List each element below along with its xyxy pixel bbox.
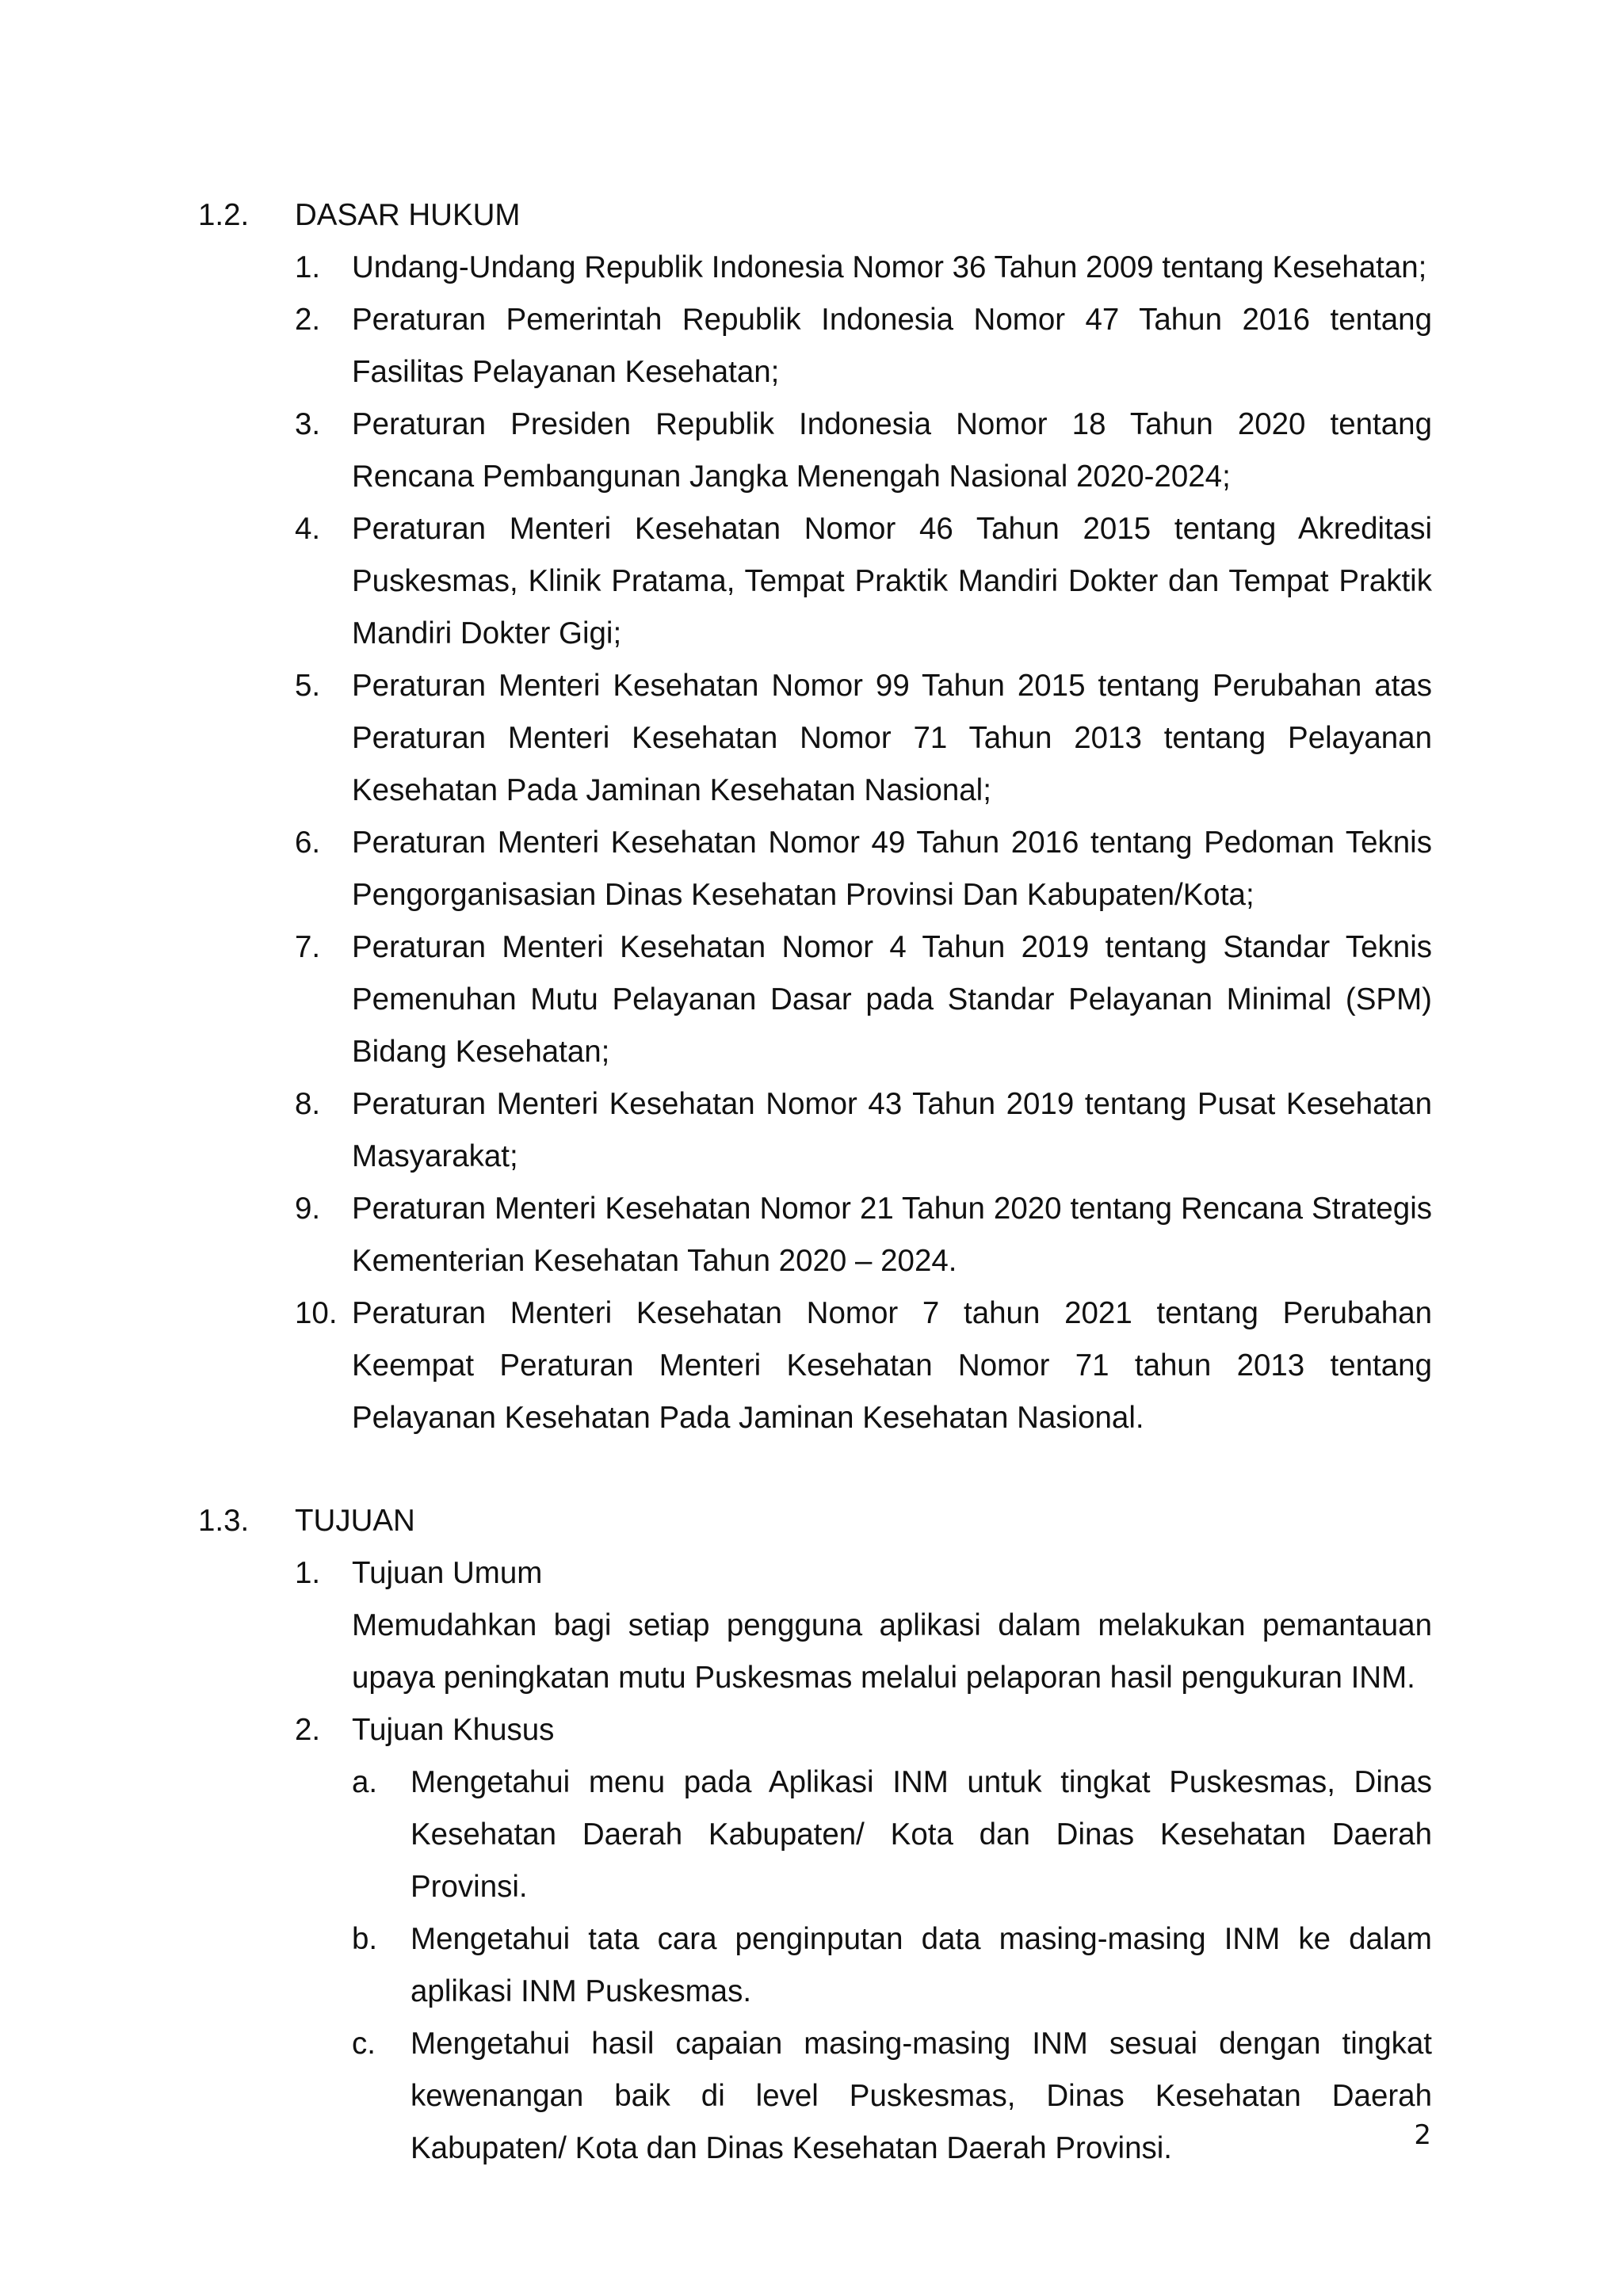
list-item-text: Peraturan Menteri Kesehatan Nomor 7 tahun 2021 tentang Perubahan Keempat Peraturan Menteri Kesehatan Nomor 71 tahun 2013 tentang Pelayanan Kesehatan Pada Jaminan Kesehatan Nasional. xyxy=(352,1296,1432,1435)
list-item xyxy=(295,1183,1432,1287)
list-item-text: Peraturan Menteri Kesehatan Nomor 99 Tahun 2015 tentang Perubahan atas Peraturan Menteri Kesehatan Nomor 71 Tahun 2013 tentang Pelayanan Kesehatan Pada Jaminan Kesehatan Nasional; xyxy=(352,669,1432,807)
list-item-number: 1. xyxy=(295,250,321,284)
list-item-number: 10. xyxy=(295,1296,338,1330)
section-title: TUJUAN xyxy=(295,1504,415,1538)
specific-objectives-sublist xyxy=(352,1756,1432,2175)
sublist-item-text: Mengetahui hasil capaian masing-masing INM sesuai dengan tingkat kewenangan baik di level Puskesmas, Dinas Kesehatan Daerah Kabupaten/ Kota dan Dinas Kesehatan Daerah Provinsi. xyxy=(411,2027,1432,2165)
sublist-item-letter: a. xyxy=(352,1765,378,1799)
list-item xyxy=(295,1287,1432,1444)
list-item xyxy=(295,242,1432,294)
list-item xyxy=(295,1078,1432,1183)
list-item-text: Peraturan Menteri Kesehatan Nomor 21 Tahun 2020 tentang Rencana Strategis Kementerian Kesehatan Tahun 2020 – 2024. xyxy=(352,1192,1432,1278)
section-number: 1.3. xyxy=(198,1504,250,1538)
sublist-item-letter: b. xyxy=(352,1922,378,1956)
page-number: 2 xyxy=(1414,2119,1431,2151)
list-item-text: Undang-Undang Republik Indonesia Nomor 36 Tahun 2009 tentang Kesehatan; xyxy=(352,250,1427,284)
list-item xyxy=(295,294,1432,399)
list-item xyxy=(295,817,1432,921)
sublist-item xyxy=(352,1756,1432,1913)
list-item-text: Peraturan Menteri Kesehatan Nomor 4 Tahun 2019 tentang Standar Teknis Pemenuhan Mutu Pelayanan Dasar pada Standar Pelayanan Minimal (SPM) Bidang Kesehatan; xyxy=(352,930,1432,1069)
section-title: DASAR HUKUM xyxy=(295,198,521,232)
list-item xyxy=(295,921,1432,1078)
section-number: 1.2. xyxy=(198,198,250,232)
list-item-number: 1. xyxy=(295,1556,321,1590)
list-item-number: 8. xyxy=(295,1087,321,1121)
list-item-number: 2. xyxy=(295,303,321,337)
list-item-text: Peraturan Pemerintah Republik Indonesia Nomor 47 Tahun 2016 tentang Fasilitas Pelayanan Kesehatan; xyxy=(352,303,1432,389)
list-item-number: 6. xyxy=(295,826,321,860)
sublist-item-text: Mengetahui menu pada Aplikasi INM untuk tingkat Puskesmas, Dinas Kesehatan Daerah Kabupaten/ Kota dan Dinas Kesehatan Daerah Provinsi. xyxy=(411,1765,1432,1904)
list-item-text: Peraturan Presiden Republik Indonesia Nomor 18 Tahun 2020 tentang Rencana Pembangunan Jangka Menengah Nasional 2020-2024; xyxy=(352,407,1432,494)
list-item xyxy=(295,503,1432,660)
list-item-label: Tujuan Khusus xyxy=(352,1713,555,1747)
list-item-number: 2. xyxy=(295,1713,321,1747)
objectives-list xyxy=(295,1547,1432,2175)
list-item xyxy=(295,660,1432,817)
list-item-text: Peraturan Menteri Kesehatan Nomor 49 Tahun 2016 tentang Pedoman Teknis Pengorganisasian Dinas Kesehatan Provinsi Dan Kabupaten/Kota; xyxy=(352,826,1432,912)
sublist-item-text: Mengetahui tata cara penginputan data masing-masing INM ke dalam aplikasi INM Puskesmas. xyxy=(411,1922,1432,2008)
list-item-specific-objective xyxy=(295,1704,1432,2175)
sublist-item-letter: c. xyxy=(352,2027,376,2061)
list-item-number: 7. xyxy=(295,930,321,964)
list-item-number: 4. xyxy=(295,512,321,546)
sublist-item xyxy=(352,1913,1432,2018)
list-item-text: Peraturan Menteri Kesehatan Nomor 43 Tahun 2019 tentang Pusat Kesehatan Masyarakat; xyxy=(352,1087,1432,1173)
list-item-text: Memudahkan bagi setiap pengguna aplikasi dalam melakukan pemantauan upaya peningkatan mutu Puskesmas melalui pelaporan hasil pengukuran INM. xyxy=(352,1608,1432,1695)
list-item-text: Peraturan Menteri Kesehatan Nomor 46 Tahun 2015 tentang Akreditasi Puskesmas, Klinik Pratama, Tempat Praktik Mandiri Dokter dan Tempat Praktik Mandiri Dokter Gigi; xyxy=(352,512,1432,650)
list-item-label: Tujuan Umum xyxy=(352,1556,543,1590)
list-item-number: 3. xyxy=(295,407,321,441)
list-item xyxy=(295,399,1432,503)
list-item-number: 9. xyxy=(295,1192,321,1226)
list-item-number: 5. xyxy=(295,669,321,703)
sublist-item xyxy=(352,2018,1432,2175)
list-item-general-objective xyxy=(295,1547,1432,1704)
legal-basis-list xyxy=(295,242,1432,1444)
